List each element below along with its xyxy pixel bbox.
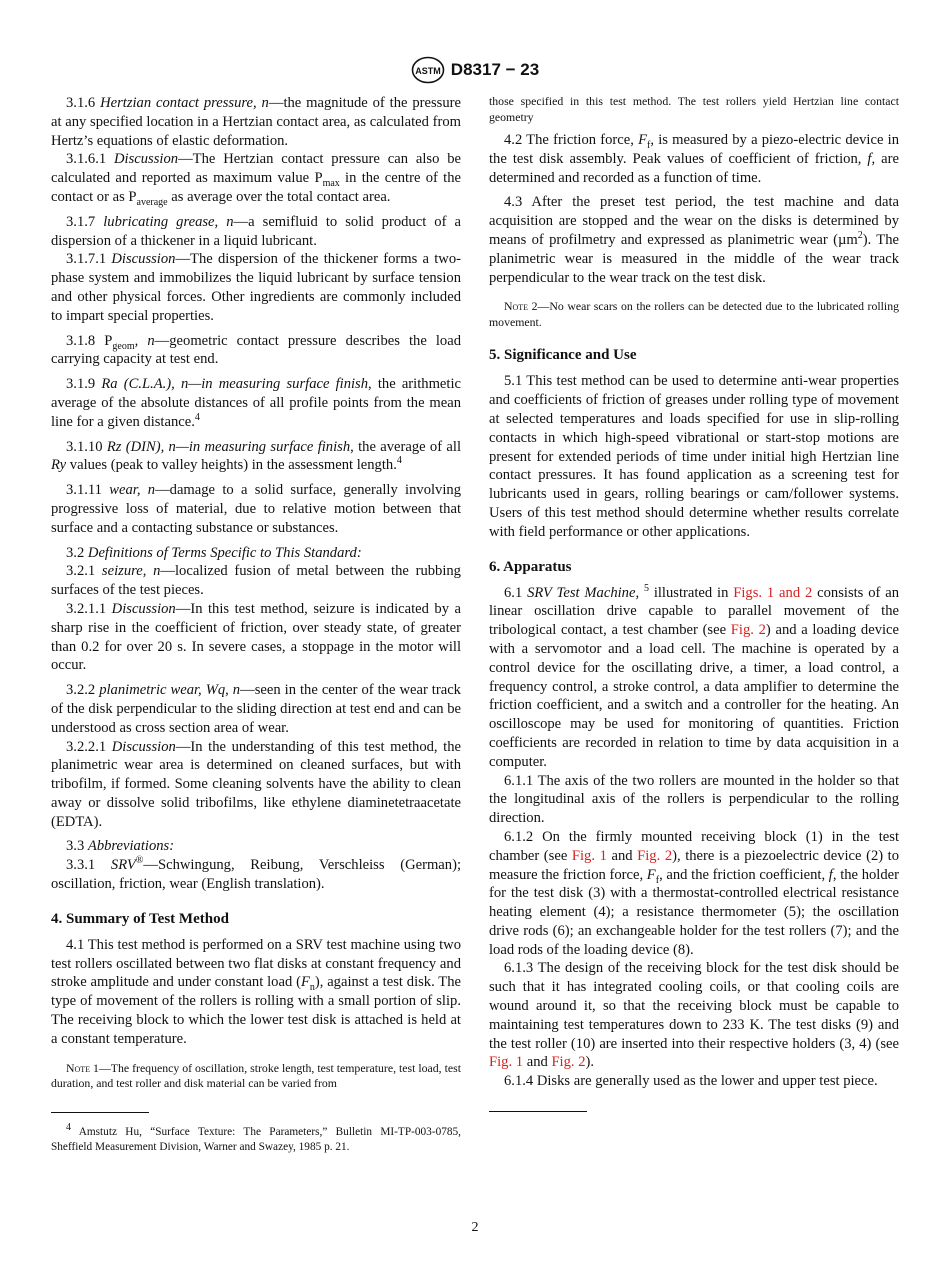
page-number: 2	[471, 1220, 479, 1235]
section-heading-5: 5. Significance and Use	[489, 347, 637, 364]
fig-2-link[interactable]: Fig. 2	[637, 847, 673, 864]
figs-1-and-2-link[interactable]: Figs. 1 and 2	[733, 584, 813, 601]
section-6-1-4: 6.1.4 Disks are generally used as the lower and upper test piece.	[504, 1073, 878, 1090]
section-4-3: 4.3 After the preset test period, the test machine and data acquisition are stopped and the wear on the disks is determined by means of profilmetry and expressed as planimetric wear (µm$^2$). The planimetric wear is measured in the middle of the wear track perpendicular to the wear track on the test disk.	[489, 194, 899, 286]
fig-1-link[interactable]: Fig. 1	[571, 847, 607, 864]
note-2: Note 2—No wear scars on the rollers can be detected due to the lubricated rolling movement.	[489, 299, 900, 329]
section-6-1-3: 6.1.3 The design of the receiving block for the test disk should be such that it has integrated cooling coils, or that cooling coils are wound around it, so that the receiving block must be capable to maintaining test temperatures down to 233 K. The test disks (9) and the test roller (10) are inserted into their respective holders (3, 4) (see Fig. 1 and Fig. 2).	[489, 960, 899, 1071]
section-4-1: 4.1 This test method is performed on a SRV test machine using two test rollers oscillated between two flat disks at constant frequency and stroke amplitude and under constant load $(F_n)$, against a test disk. The type of movement of the rollers is rolling with a small portion of slip. The receiving block to which the lower test disk is attached is held at a constant temperature.	[51, 936, 462, 1047]
section-3-1-7-1: 3.1.7.1 Discussion—The dispersion of the thickener forms a two-phase system and immobilizes the liquid lubricant by surface tension and other physical forces. Other ingredients are commonly included to impart special properties.	[51, 251, 461, 324]
section-3-2-2-1: 3.2.2.1 Discussion—In the understanding of this test method, the planimetric wear area is determined on cleaned surfaces, but with tribofilm, if formed. Some cleaning solvents have the ability to clean away or dissolve solid tribofilms, like ethylene diaminetetraacetate (EDTA).	[51, 738, 462, 830]
footnote-4: $^4$ Amstutz Hu, “Surface Texture: The Parameters,” Bulletin MI-TP-003-0785, Sheffield Measurement Division, Warner and Swazey, 1985 p. 21.	[51, 1121, 461, 1153]
left-column	[51, 94, 461, 1155]
section-heading-6: 6. Apparatus	[489, 558, 572, 575]
section-3-1-10: 3.1.10 Rz (DIN), n—in measuring surface finish, the average of all Ry values (peak to valley heights) in the assessment length.$^4$	[51, 438, 461, 474]
page-header	[0, 56, 950, 84]
section-3-3-1: 3.3.1 SRV®—Schwingung, Reibung, Verschleiss (German); oscillation, friction, wear (English translation).	[51, 855, 461, 893]
section-6-1-1: 6.1.1 The axis of the two rollers are mounted in the holder so that the longitudinal axis of the rollers is perpendicular to the rolling direction.	[489, 772, 899, 827]
footnote-rule	[51, 1112, 149, 1113]
section-4-2: 4.2 The friction force, $F_f$, is measured by a piezo-electric device in the test disk assembly. Peak values of coefficient of friction, f, are determined and recorded as a function of time.	[489, 132, 899, 186]
section-3-1-8: 3.1.8 $P_{geom}$, n—geometric contact pressure describes the load carrying capacity at test end.	[51, 332, 462, 368]
right-column	[489, 94, 899, 1112]
section-6-1-2: 6.1.2 On the firmly mounted receiving block (1) in the test chamber (see Fig. 1 and Fig. 2), there is a piezoelectric device (2) to measure the friction force, $F_f$, and the friction coefficient, f, the holder for the test disk (3) with a thermostat-controlled electrical resistance heating element (4); a resistance thermometer (5); the oscillation drive rods (6); an exchangeable holder for the test rollers (7); and the load rods of the loading device (8).	[489, 828, 900, 958]
section-3-3: 3.3 Abbreviations:	[66, 838, 175, 855]
footnote-rule	[489, 1111, 587, 1112]
section-3-1-6-1: 3.1.6.1 Discussion—The Hertzian contact pressure can also be calculated and reported as maximum value $P_{max}$ in the centre of the contact or as $P_{average}$ as average over the total contact area.	[51, 151, 461, 208]
section-heading-4: 4. Summary of Test Method	[51, 910, 229, 927]
section-3-2-2: 3.2.2 planimetric wear, Wq, n—seen in the center of the wear track of the disk perpendicular to the sliding direction at test end and can be understood as cross section area of wear.	[51, 682, 461, 736]
fig-2-link[interactable]: Fig. 2	[551, 1054, 586, 1071]
section-3-1-11: 3.1.11 wear, n—damage to a solid surface, generally involving progressive loss of material, due to relative motion between that surface and a contacting substance or substances.	[51, 482, 461, 536]
section-3-1-6: 3.1.6 Hertzian contact pressure, n—the magnitude of the pressure at any specified location in a Hertzian contact area, as calculated from Hertz’s equations of elastic deformation.	[51, 95, 461, 149]
astm-logo-icon	[411, 56, 445, 84]
section-3-1-9: 3.1.9 Ra (C.L.A.), n—in measuring surface finish, the arithmetic average of the absolute distances of all profile points from the mean line for a given distance.$^4$	[51, 376, 461, 430]
section-3-2-1-1: 3.2.1.1 Discussion—In this test method, seizure is indicated by a sharp rise in the coefficient of friction, over steady state, of greater than 0.2 for over 20 s. In severe cases, a stoppage in the motor will occur.	[51, 600, 462, 674]
section-3-2-1: 3.2.1 seizure, n—localized fusion of metal between the rubbing surfaces of the test pieces.	[51, 563, 461, 599]
section-3-2: 3.2 Definitions of Terms Specific to This Standard:	[66, 544, 362, 561]
section-6-1: 6.1 SRV Test Machine, $^5$ illustrated in Figs. 1 and 2 consists of an linear oscillation drive capable to parallel movement of the tribological contact, a test chamber (see Fig. 2) and a loading device with a servomotor and a load cell. The machine is operated by a control device for the oscillating drive, a timer, a load control, a frequency control, a stroke control, a data amplifier to determine the friction coefficient, and a switch and a controller for the heating. An oscilloscope may be used for monitoring of quantities. Friction coefficients are recorded in relation to time by data acquisition in a computer.	[489, 582, 899, 770]
section-5-1: 5.1 This test method can be used to determine anti-wear properties and coefficients of friction of greases under rolling type of movement at selected temperatures and loads specified for use in slip-rolling contacts in which high-speed vibrational or start-stop motions are present for extended periods of time under initial high Hertzian line contact pressures. It has found application as a screening test for lubricants used in gears, rolling bearings or cam/follower systems. Users of this test method should determine whether results correlate with field performance or other applications.	[489, 373, 899, 540]
note-1-continued: those specified in this test method. The test rollers yield Hertzian line contact geometry	[489, 94, 899, 124]
svg-text:ASTM: ASTM	[415, 66, 441, 76]
note-1: Note 1—The frequency of oscillation, stroke length, test temperature, test load, test duration, and test roller and disk material can be varied from	[51, 1060, 461, 1091]
fig-1-link[interactable]: Fig. 1	[489, 1054, 524, 1071]
fig-2-link[interactable]: Fig. 2	[730, 622, 766, 639]
section-3-1-7: 3.1.7 lubricating grease, n—a semifluid to solid product of a dispersion of a thickener in a liquid lubricant.	[51, 213, 461, 249]
document-designation: D8317 − 23	[450, 60, 540, 79]
